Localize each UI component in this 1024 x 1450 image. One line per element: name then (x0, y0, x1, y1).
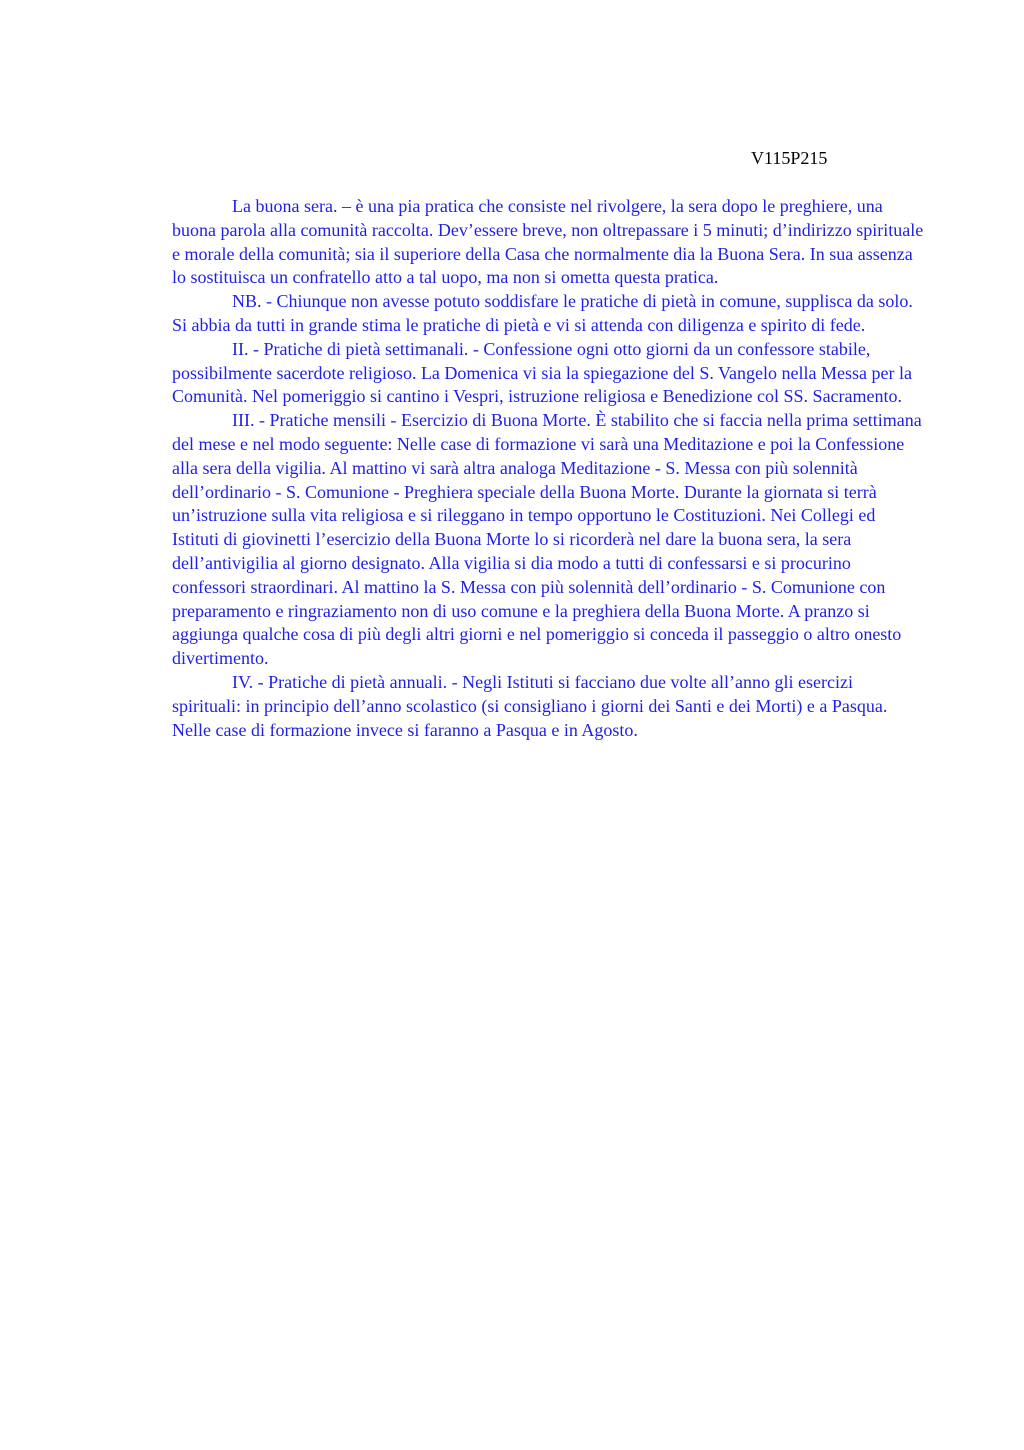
paragraph-pratiche-settimanali: II. - Pratiche di pietà settimanali. - Confessione ogni otto giorni da un confessore stabile, possibilmente sacerdote religioso. La Domenica vi sia la spiegazione del S. Vangelo nella Messa per la Comunità. Nel pomeriggio si cantino i Vespri, istruzione religiosa e Benedizione col SS. Sacramento. (172, 338, 912, 407)
paragraph-pratiche-annuali: IV. - Pratiche di pietà annuali. - Negli Istituti si facciano due volte all’anno gli esercizi spirituali: in principio dell’anno scolastico (si consigliano i giorni dei Santi e dei Morti) e a Pasqua. Nelle case di formazione invece si faranno a Pasqua e in Agosto. (172, 671, 888, 740)
paragraph-pratiche-mensili: III. - Pratiche mensili - Esercizio di Buona Morte. È stabilito che si faccia nella prima settimana del mese e nel modo seguente: Nelle case di formazione vi sarà una Meditazione e poi la Confessione alla sera della vigilia. Al mattino vi sarà altra analoga Meditazione - S. Messa con più solennità dell’ordinario - S. Comunione - Preghiera speciale della Buona Morte. Durante la giornata si terrà un’istruzione sulla vita religiosa e si rileggano in tempo opportuno le Costituzioni. Nei Collegi ed Istituti di giovinetti l’esercizio della Buona Morte lo si ricorderà nel dare la buona sera, la sera dell’antivigilia al giorno designato. Alla vigilia si dia modo a tutti di confessarsi e si procurino confessori straordinari. Al mattino la S. Messa con più solennità dell’ordinario - S. Comunione con preparamento e ringraziamento non di uso comune e la preghiera della Buona Morte. A pranzo si aggiunga qualche cosa di più degli altri giorni e nel pomeriggio si conceda il passeggio o altro onesto divertimento. (172, 410, 922, 669)
document-body (172, 195, 924, 742)
paragraph-buona-sera: La buona sera. – è una pia pratica che consiste nel rivolgere, la sera dopo le preghiere, una buona parola alla comunità raccolta. Dev’essere breve, non oltrepassare i 5 minuti; d’indirizzo spirituale e morale della comunità; sia il superiore della Casa che normalmente dia la Buona Sera. In sua assenza lo sostituisca un confratello atto a tal uopo, ma non si ometta questa pratica. (172, 196, 924, 288)
paragraph-nb: NB. - Chiunque non avesse potuto soddisfare le pratiche di pietà in comune, supplisca da solo. Si abbia da tutti in grande stima le pratiche di pietà e vi si attenda con diligenza e spirito di fede. (172, 291, 913, 335)
page-code: V115P215 (751, 148, 828, 168)
